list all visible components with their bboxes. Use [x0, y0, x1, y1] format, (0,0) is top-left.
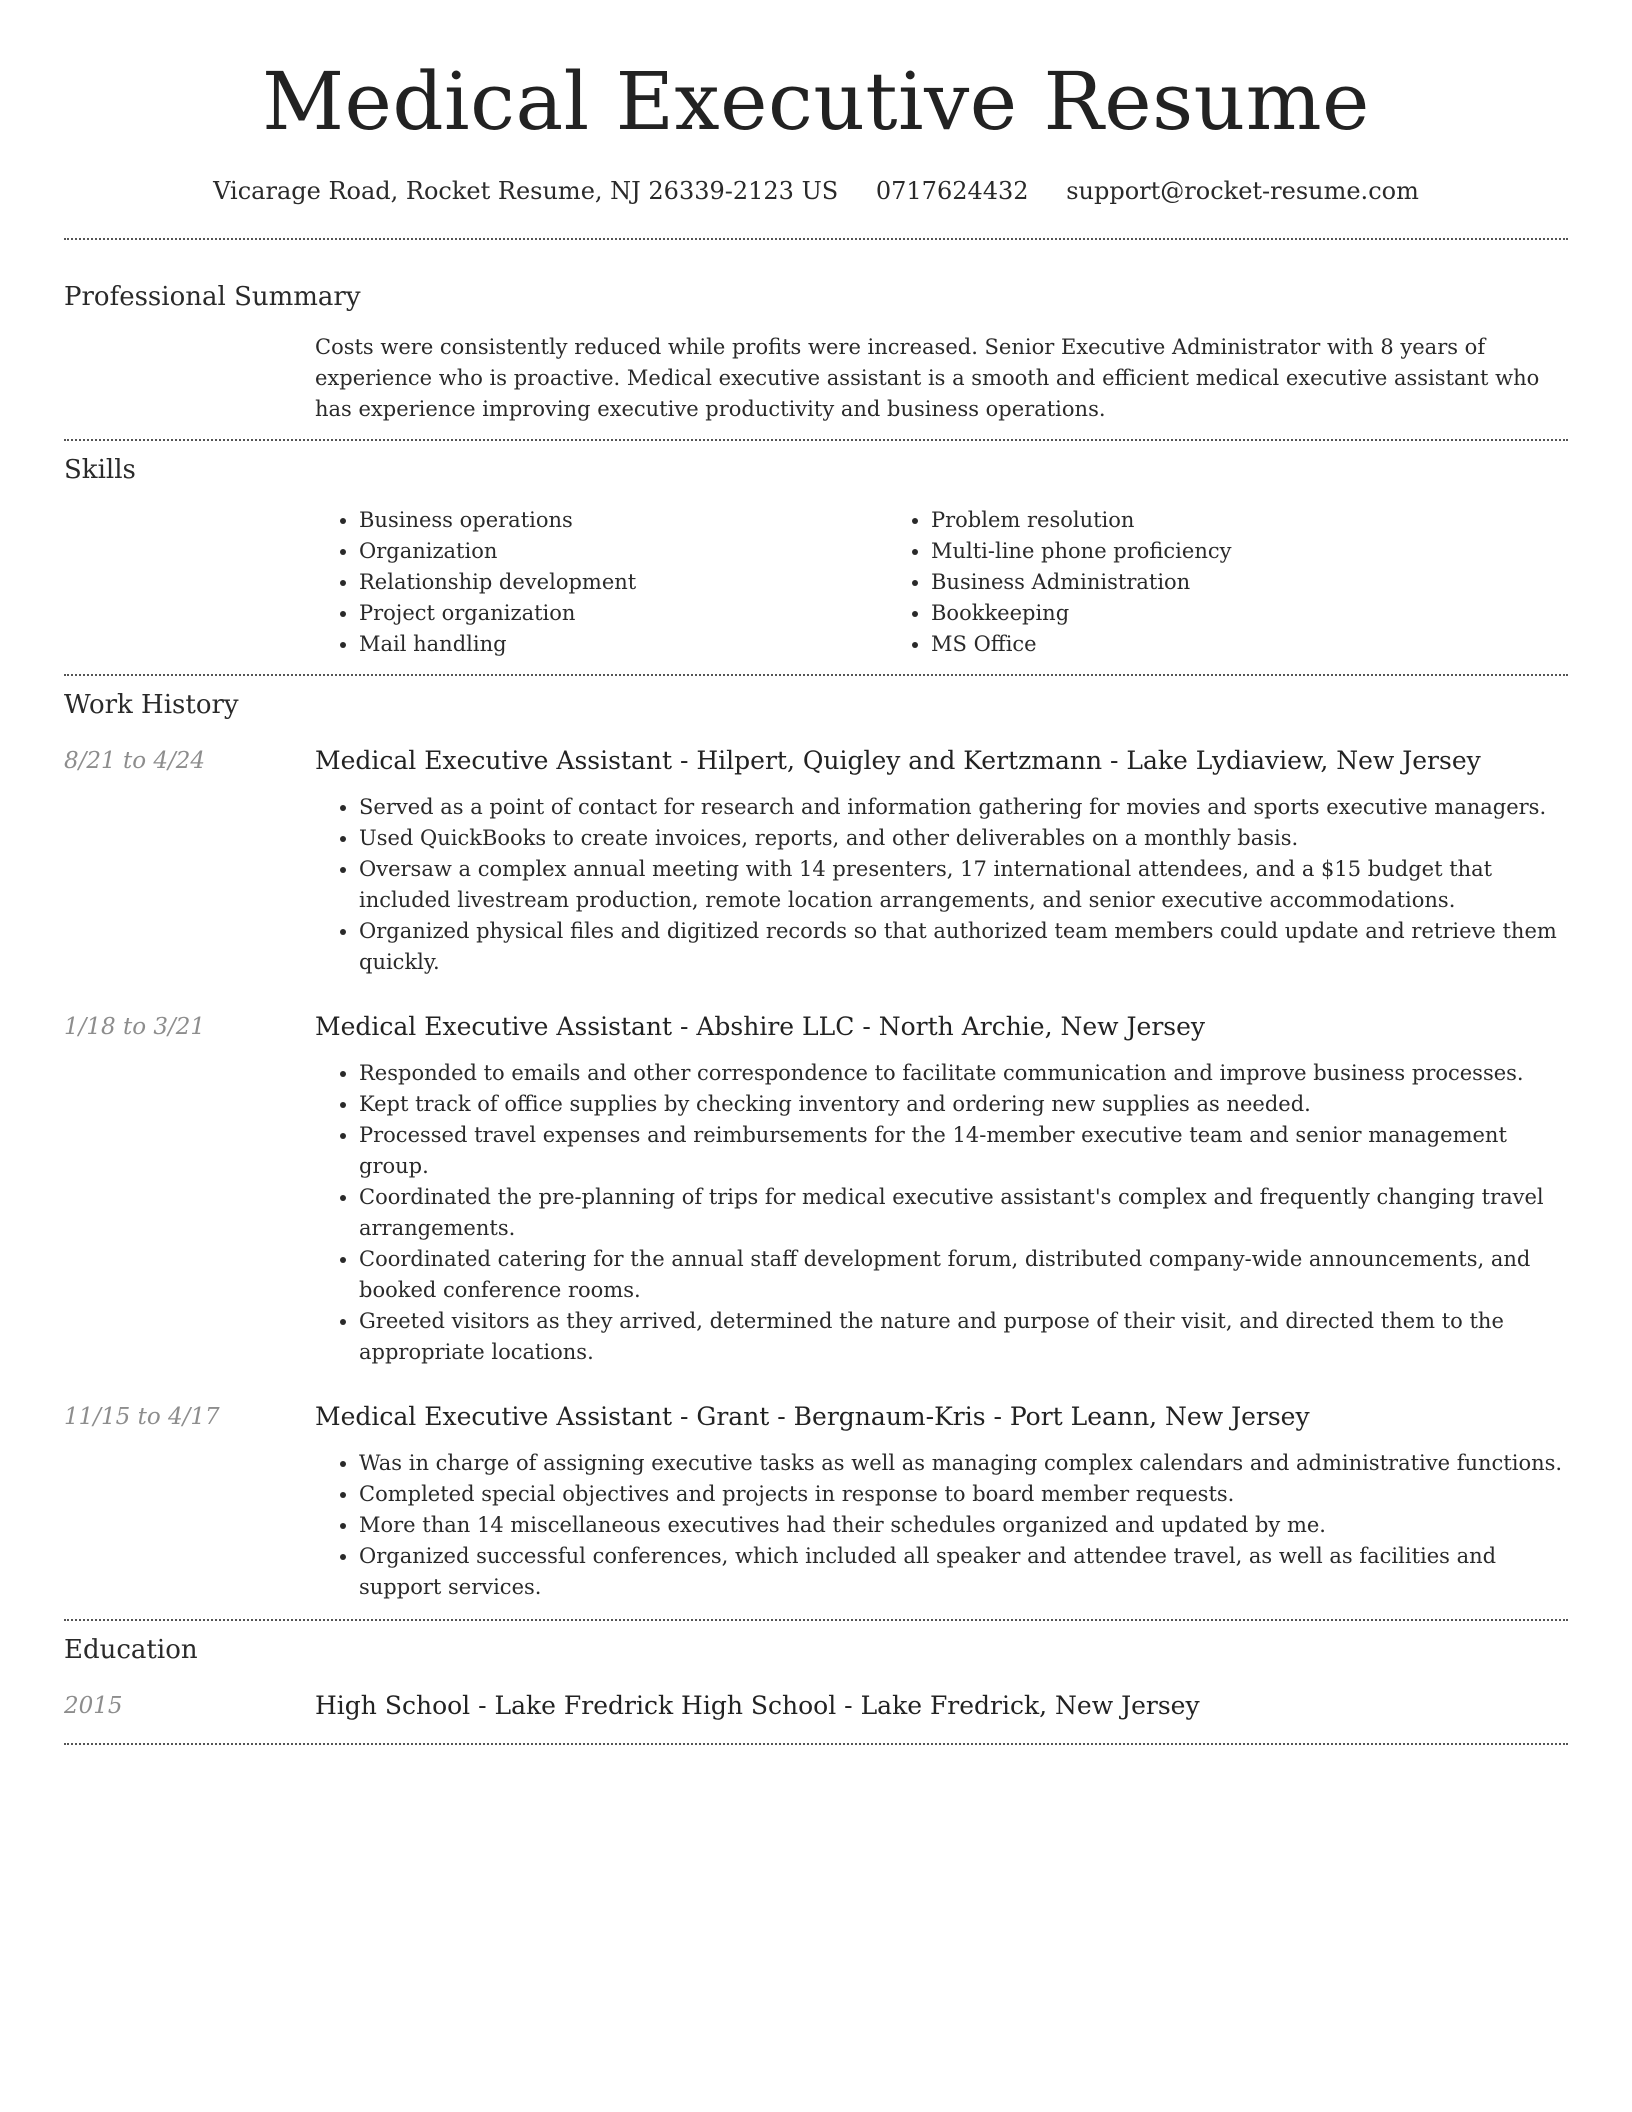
skill-item: • Business operations [359, 505, 887, 536]
job-bullets [315, 1058, 1568, 1368]
contact-email: support@rocket-resume.com [1066, 177, 1419, 205]
job-details [315, 744, 1568, 978]
summary-section [64, 240, 1568, 439]
skill-item: • Project organization [359, 598, 887, 629]
summary-text: Costs were consistently reduced while profits were increased. Senior Executive Administrator with 8 years of experience who is proactive. Medical executive assistant is a smooth and efficient medical executive assistant who has experience improving executive productivity and business operations. [315, 335, 1540, 421]
skill-item: • Organization [359, 536, 887, 567]
job-bullet: • Was in charge of assigning executive tasks as well as managing complex calendars and administrative functions. [359, 1448, 1568, 1479]
resume-page [64, 0, 1568, 1745]
skills-column-right [887, 505, 1502, 660]
job-title: Medical Executive Assistant - Abshire LLC - North Archie, New Jersey [315, 1012, 1206, 1041]
job-dates: 1/18 to 3/21 [64, 1014, 206, 1040]
work-history-section [64, 676, 1568, 1619]
job-title: Medical Executive Assistant - Grant - Bergnaum-Kris - Port Leann, New Jersey [315, 1402, 1310, 1431]
skill-item: • Relationship development [359, 567, 887, 598]
job-bullets [315, 1448, 1568, 1603]
education-section [64, 1621, 1568, 1743]
skill-item: • Business Administration [931, 567, 1502, 598]
job-details [315, 1010, 1568, 1368]
job-details [315, 1400, 1568, 1603]
job-entry [64, 1400, 1568, 1619]
job-bullet: • Organized physical files and digitized records so that authorized team members could update and retrieve them quickly. [359, 916, 1568, 978]
section-title-skills: Skills [64, 455, 136, 485]
contact-phone: 0717624432 [875, 177, 1029, 205]
job-bullet: • Completed special objectives and projects in response to board member requests. [359, 1479, 1568, 1510]
job-bullet: • Oversaw a complex annual meeting with 14 presenters, 17 international attendees, and a $15 budget that included livestream production, remote location arrangements, and senior executive accommodations. [359, 854, 1568, 916]
education-title: High School - Lake Fredrick High School - Lake Fredrick, New Jersey [315, 1691, 1200, 1720]
contact-line [64, 176, 1568, 206]
section-title-summary: Professional Summary [64, 282, 361, 312]
job-title: Medical Executive Assistant - Hilpert, Quigley and Kertzmann - Lake Lydiaview, New Jersey [315, 746, 1481, 775]
job-bullet: • More than 14 miscellaneous executives had their schedules organized and updated by me. [359, 1510, 1568, 1541]
skill-item: • Mail handling [359, 629, 887, 660]
skill-item: • Multi-line phone proficiency [931, 536, 1502, 567]
skills-section [64, 441, 1568, 674]
divider [64, 1743, 1568, 1745]
education-details [315, 1689, 1568, 1723]
job-bullet: • Responded to emails and other correspondence to facilitate communication and improve business processes. [359, 1058, 1568, 1089]
job-dates: 8/21 to 4/24 [64, 748, 206, 774]
job-bullet: • Processed travel expenses and reimbursements for the 14-member executive team and senior management group. [359, 1120, 1568, 1182]
skills-column-left [315, 505, 887, 660]
section-title-education: Education [64, 1635, 198, 1665]
job-bullets [315, 792, 1568, 978]
job-bullet: • Kept track of office supplies by checking inventory and ordering new supplies as needed. [359, 1089, 1568, 1120]
job-bullet: • Coordinated the pre-planning of trips for medical executive assistant's complex and frequently changing travel arrangements. [359, 1182, 1568, 1244]
skill-item: • MS Office [931, 629, 1502, 660]
job-bullet: • Used QuickBooks to create invoices, reports, and other deliverables on a monthly basis. [359, 823, 1568, 854]
job-dates: 11/15 to 4/17 [64, 1404, 220, 1430]
job-bullet: • Greeted visitors as they arrived, determined the nature and purpose of their visit, and directed them to the appropriate locations. [359, 1306, 1568, 1368]
education-entry [64, 1689, 1568, 1743]
education-dates: 2015 [64, 1693, 123, 1719]
job-bullet: • Coordinated catering for the annual staff development forum, distributed company-wide announcements, and booked conference rooms. [359, 1244, 1568, 1306]
job-entry [64, 744, 1568, 978]
job-entry [64, 1010, 1568, 1368]
resume-name: Medical Executive Resume [262, 55, 1370, 148]
skills-list [315, 505, 1568, 674]
job-bullet: • Organized successful conferences, which included all speaker and attendee travel, as well as facilities and support services. [359, 1541, 1568, 1603]
contact-address: Vicarage Road, Rocket Resume, NJ 26339-2123 US [213, 177, 839, 205]
skill-item: • Bookkeeping [931, 598, 1502, 629]
job-bullet: • Served as a point of contact for research and information gathering for movies and sports executive managers. [359, 792, 1568, 823]
skill-item: • Problem resolution [931, 505, 1502, 536]
section-title-work-history: Work History [64, 690, 239, 720]
